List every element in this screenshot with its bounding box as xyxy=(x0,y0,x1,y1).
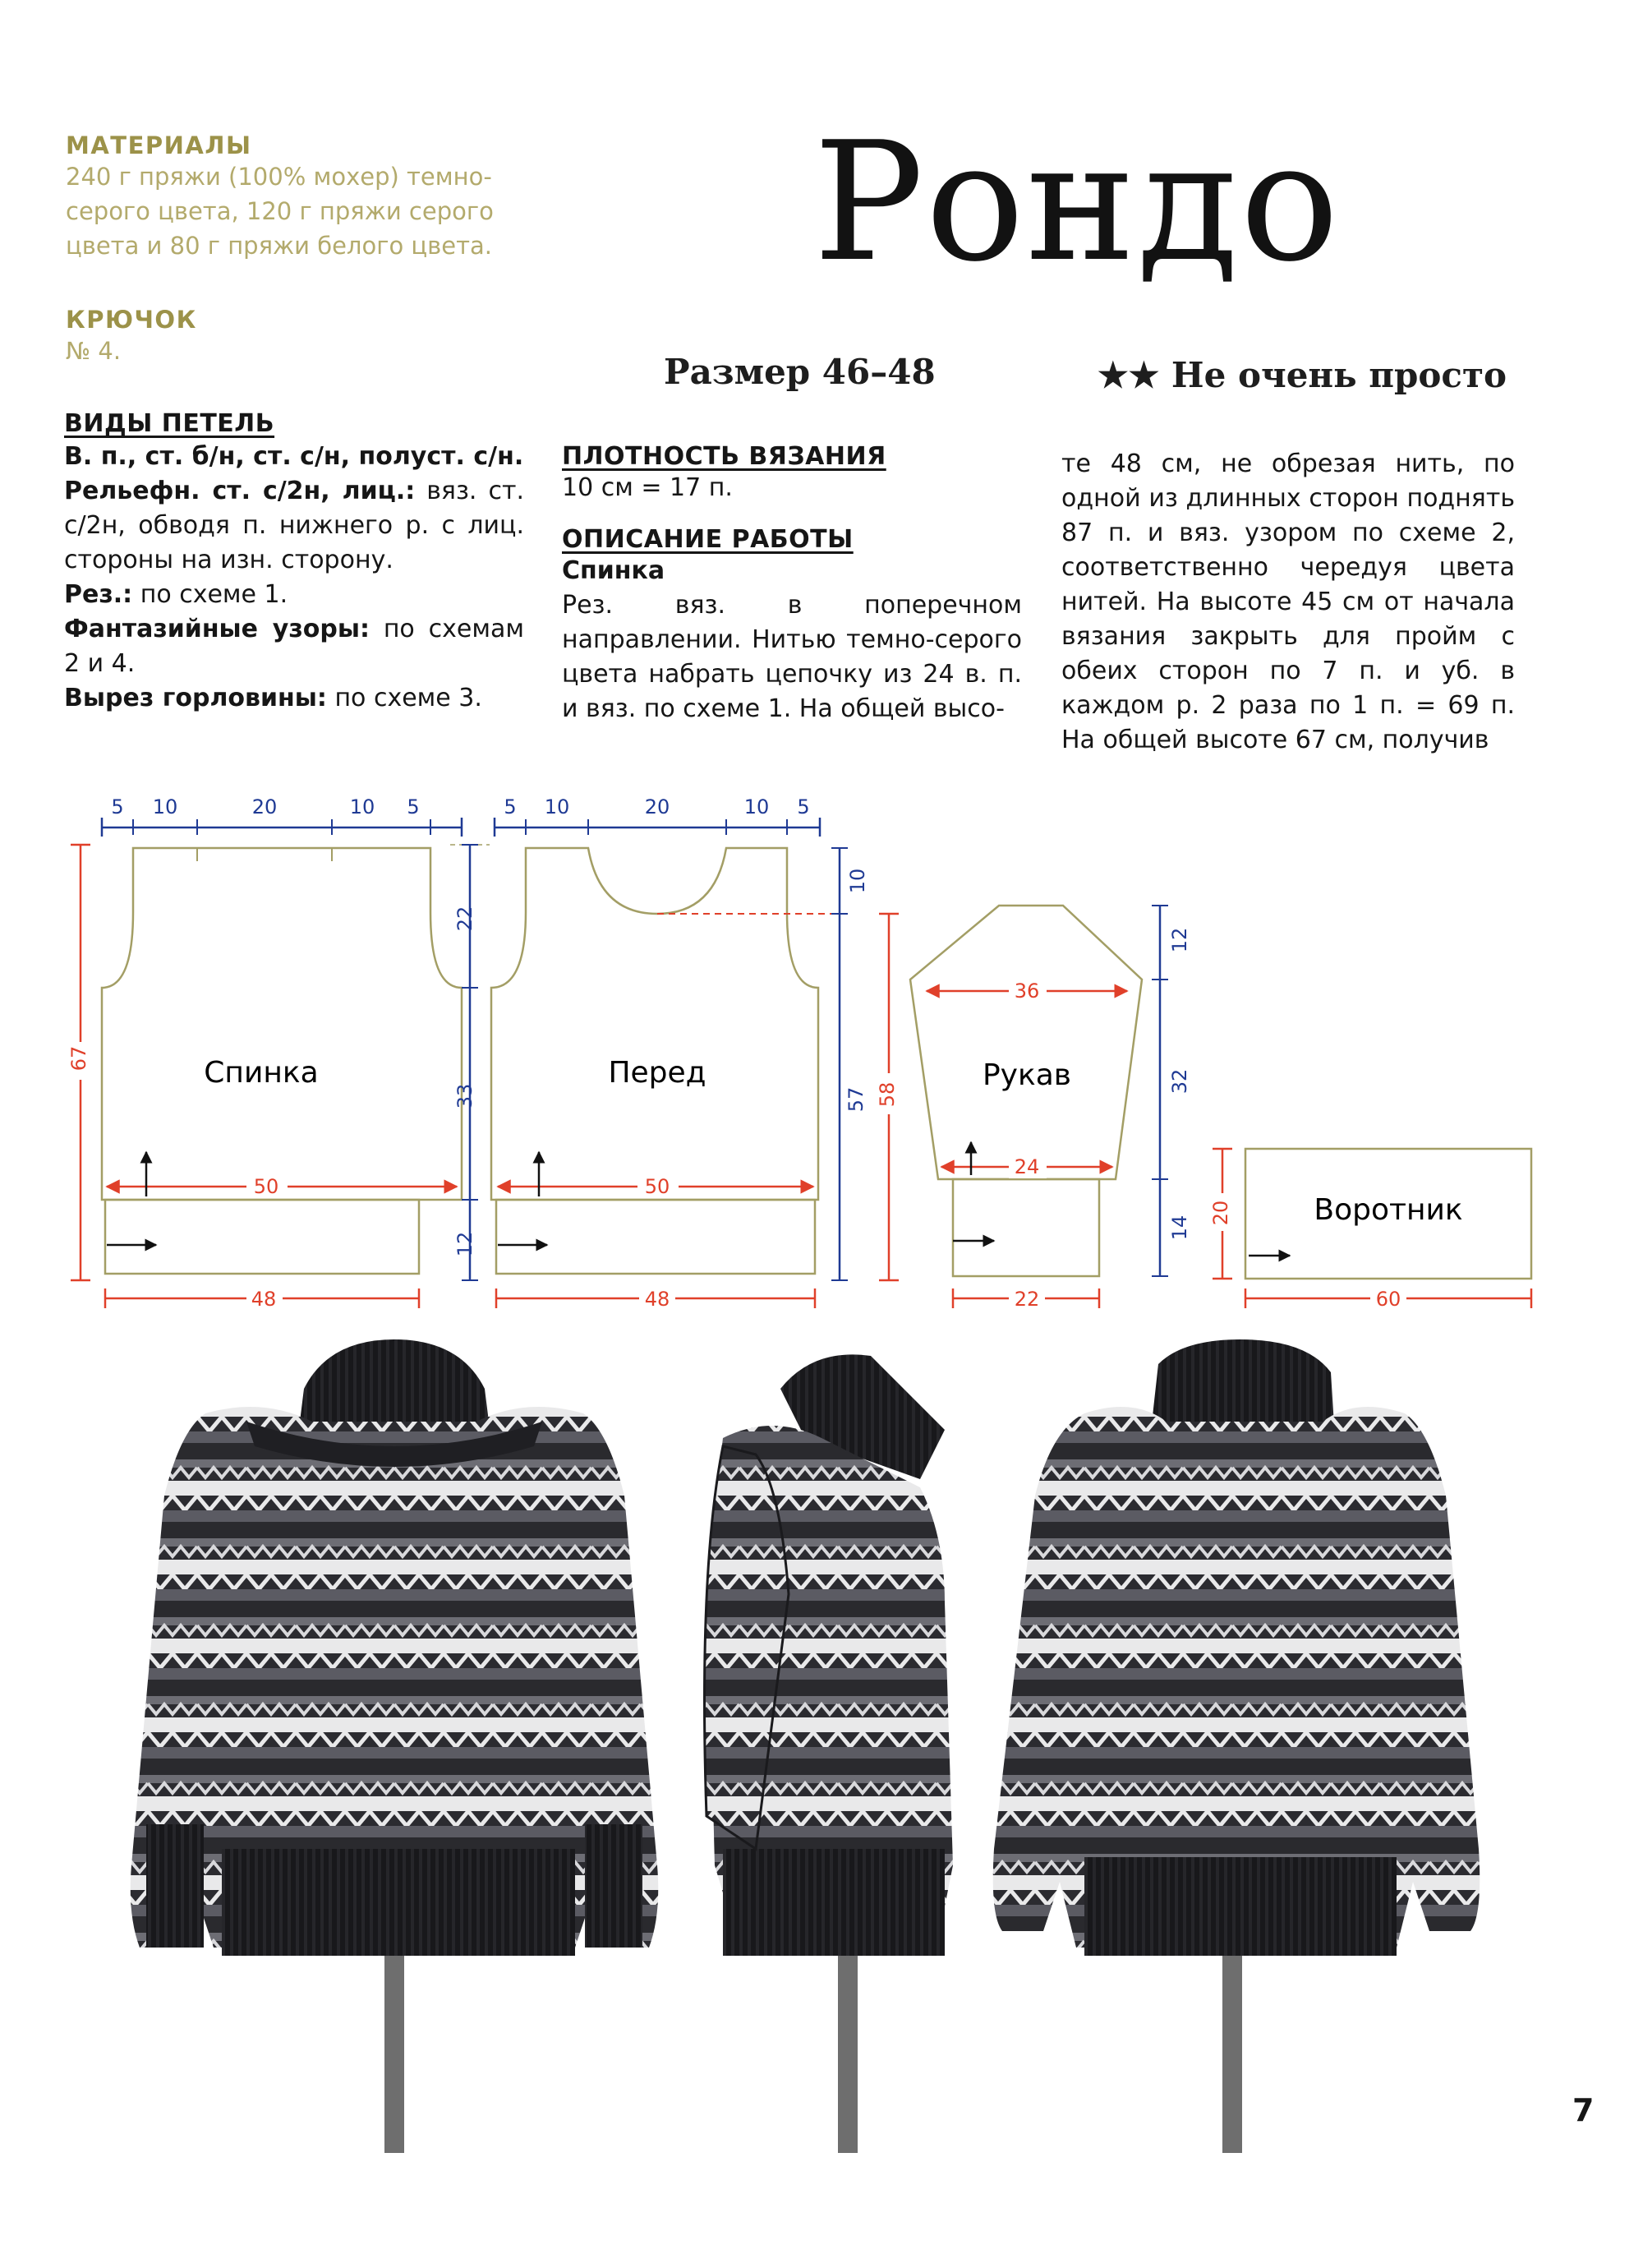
dim-text: 14 xyxy=(1168,1215,1191,1241)
sweater-photos xyxy=(0,1323,1643,2153)
stitch-line: В. п., ст. б/н, ст. с/н, полуст. с/н. xyxy=(64,442,524,471)
back-pattern xyxy=(67,795,490,1311)
stitches-column xyxy=(64,409,524,716)
dim-text: 48 xyxy=(644,1288,670,1311)
dim-text: 5 xyxy=(504,795,517,818)
work-heading: ОПИСАНИЕ РАБОТЫ xyxy=(562,525,854,554)
page-title: Рондо xyxy=(813,107,1341,298)
density-heading: ПЛОТНОСТЬ ВЯЗАНИЯ xyxy=(562,442,886,471)
stitch-line: Вырез горловины: по схеме 3. xyxy=(64,684,482,712)
dim-text: 22 xyxy=(1014,1288,1040,1311)
stitches-heading: ВИДЫ ПЕТЕЛЬ xyxy=(64,409,275,438)
dim-text: 58 xyxy=(876,1081,899,1108)
dim-text: 60 xyxy=(1375,1288,1401,1311)
dim-text: 5 xyxy=(797,795,810,818)
work-text: Рез. вяз. в поперечном направлении. Нитью темно-серого цвета набрать цепочку из 24 в. п. и вяз. по схеме 1. На общей высо- xyxy=(562,591,1022,723)
dim-text: 50 xyxy=(253,1175,279,1198)
dim-text: 22 xyxy=(453,906,476,932)
front-label: Перед xyxy=(608,1056,706,1090)
dim-text: 36 xyxy=(1014,980,1040,1003)
photo-back-view xyxy=(993,1339,1480,2153)
stitch-line: Фантазийные узоры: по схемам 2 и 4. xyxy=(64,615,524,678)
materials-heading: МАТЕРИАЛЫ xyxy=(66,131,252,159)
work-subheading: Спинка xyxy=(562,556,665,585)
photo-side-view xyxy=(705,1354,954,2153)
stitch-line: Рельефн. ст. с/2н, лиц.: вяз. ст. с/2н, обводя п. нижнего р. с лиц. стороны на изн. сторону. xyxy=(64,477,524,574)
sleeve-pattern xyxy=(910,906,1191,1311)
dim-text: 50 xyxy=(644,1175,670,1198)
back-label: Спинка xyxy=(204,1056,319,1090)
continuation-column xyxy=(1061,447,1515,758)
pattern-diagrams xyxy=(0,781,1643,1323)
dim-text: 67 xyxy=(67,1045,90,1072)
difficulty-label: ★★ Не очень просто xyxy=(1098,355,1507,395)
materials-block xyxy=(66,131,534,263)
dim-text: 24 xyxy=(1014,1155,1040,1178)
size-label: Размер 46–48 xyxy=(664,352,936,392)
density-text: 10 см = 17 п. xyxy=(562,473,733,502)
dim-text: 12 xyxy=(453,1231,476,1257)
photo-front-view xyxy=(131,1339,659,2153)
page-number: 7 xyxy=(1572,2092,1595,2128)
hook-block xyxy=(66,306,534,368)
dim-text: 20 xyxy=(644,795,670,818)
dim-text: 10 xyxy=(544,795,570,818)
dim-text: 33 xyxy=(453,1083,476,1109)
continuation-text: те 48 см, не обрезая нить, по одной из длинных сторон поднять 87 п. и вяз. узором по схеме 2, соответственно чередуя цвета нитей. На высоте 45 см от начала вязания закрыть для пройм с обеих сторон по 7 п. и уб. в каждом р. 2 раза по 1 п. = 69 п. На общей высоте 67 см, получив xyxy=(1061,449,1515,754)
dim-text: 57 xyxy=(845,1086,868,1113)
dim-text: 48 xyxy=(251,1288,277,1311)
dim-text: 20 xyxy=(251,795,278,818)
dim-text: 5 xyxy=(407,795,420,818)
hook-text: № 4. xyxy=(66,337,122,365)
collar-label: Воротник xyxy=(1314,1193,1463,1227)
dim-text: 20 xyxy=(1209,1200,1232,1226)
dim-text: 10 xyxy=(349,795,375,818)
dim-text: 12 xyxy=(1168,927,1191,953)
dim-text: 10 xyxy=(846,868,869,894)
collar-pattern xyxy=(1209,1149,1531,1311)
front-pattern xyxy=(491,795,900,1311)
stitch-line: Рез.: по схеме 1. xyxy=(64,580,288,609)
dim-text: 5 xyxy=(111,795,124,818)
dim-text: 10 xyxy=(152,795,178,818)
dim-text: 32 xyxy=(1168,1068,1191,1095)
sleeve-label: Рукав xyxy=(982,1058,1072,1092)
dim-text: 10 xyxy=(743,795,770,818)
density-column xyxy=(562,442,1022,726)
hook-heading: КРЮЧОК xyxy=(66,306,197,334)
materials-text: 240 г пряжи (100% мохер) темно-серого цвета, 120 г пряжи серого цвета и 80 г пряжи белого цвета. xyxy=(66,163,494,260)
